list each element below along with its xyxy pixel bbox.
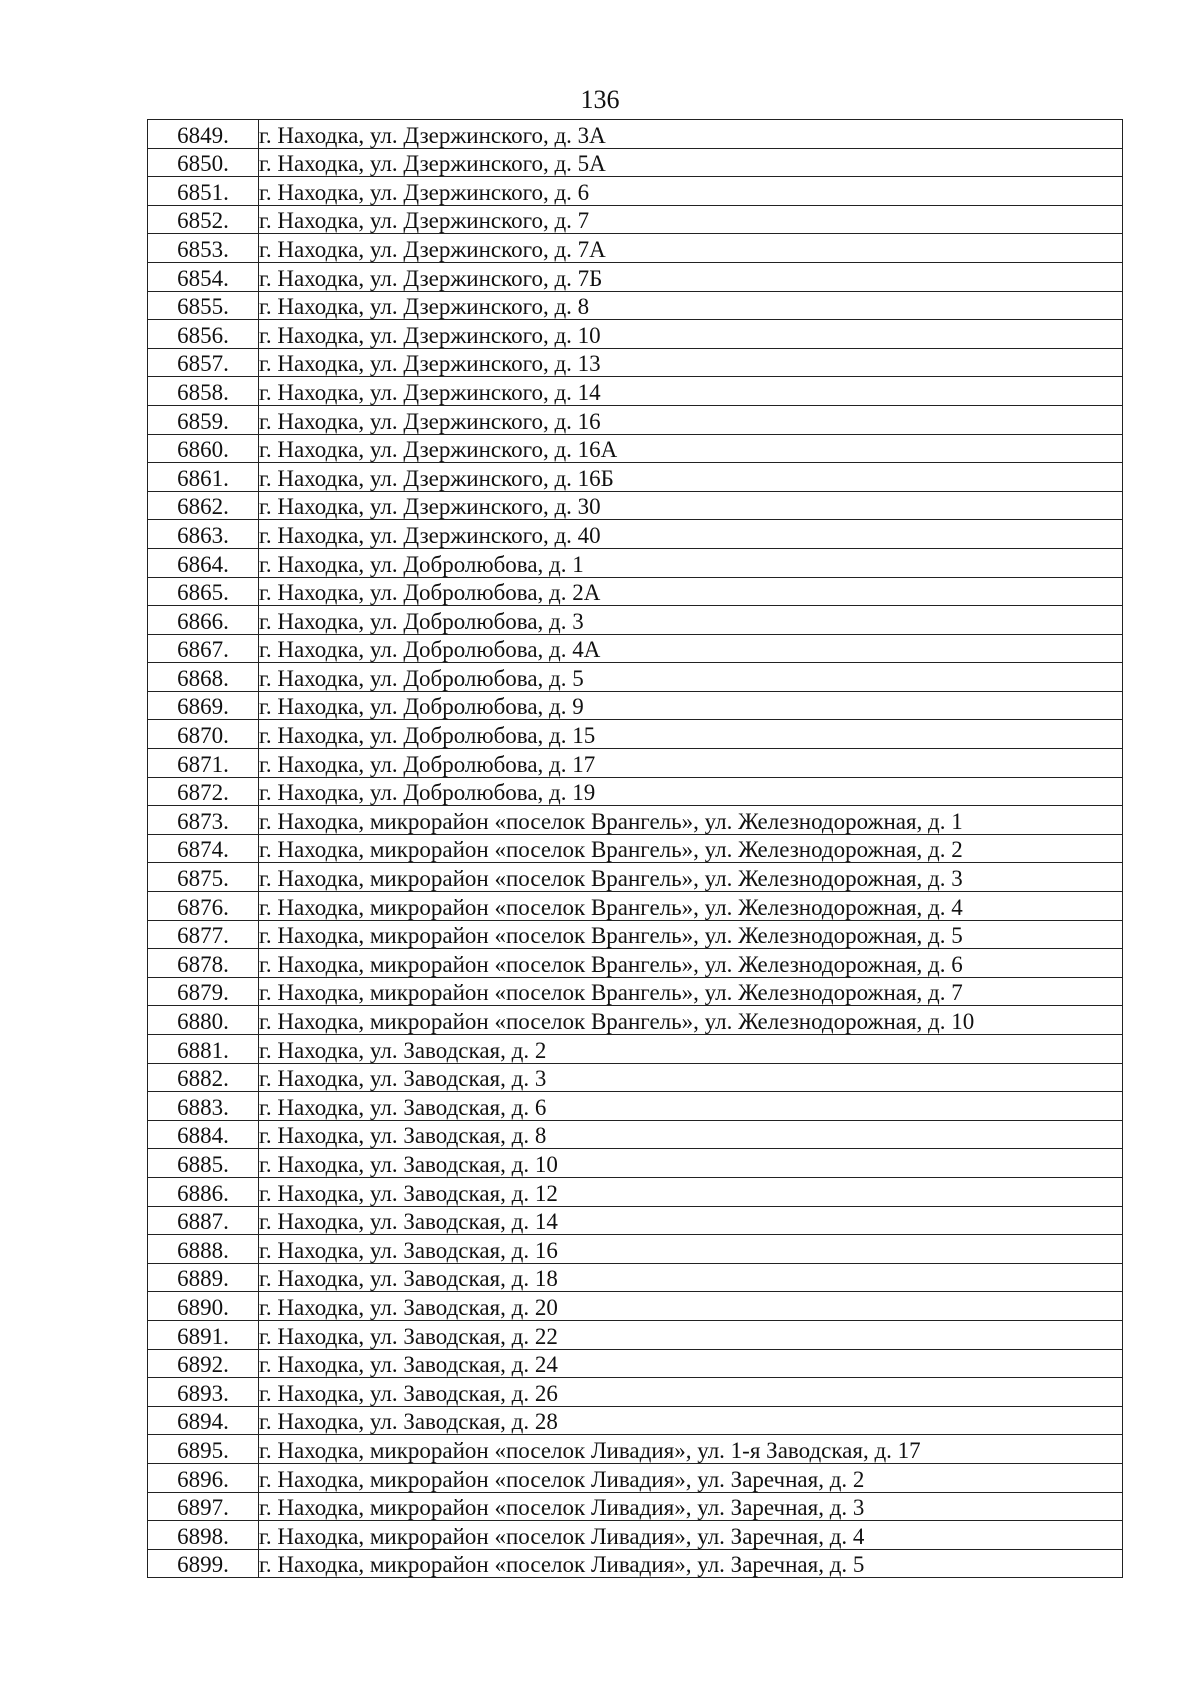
row-address: г. Находка, ул. Добролюбова, д. 5 (259, 663, 1123, 692)
row-number: 6851. (148, 177, 259, 206)
table-row (148, 1320, 1123, 1349)
row-number: 6855. (148, 291, 259, 320)
row-address: г. Находка, ул. Дзержинского, д. 7А (259, 234, 1123, 263)
table-row (148, 606, 1123, 635)
row-address: г. Находка, ул. Добролюбова, д. 15 (259, 720, 1123, 749)
row-address: г. Находка, микрорайон «поселок Ливадия», ул. Заречная, д. 4 (259, 1521, 1123, 1550)
table-row (148, 663, 1123, 692)
row-number: 6876. (148, 892, 259, 921)
row-address: г. Находка, ул. Заводская, д. 8 (259, 1120, 1123, 1149)
row-number: 6884. (148, 1120, 259, 1149)
row-address: г. Находка, ул. Заводская, д. 22 (259, 1320, 1123, 1349)
row-address: г. Находка, ул. Заводская, д. 24 (259, 1349, 1123, 1378)
table-row (148, 834, 1123, 863)
table-row (148, 892, 1123, 921)
table-row (148, 205, 1123, 234)
row-number: 6860. (148, 434, 259, 463)
table-row (148, 234, 1123, 263)
table-row (148, 777, 1123, 806)
row-address: г. Находка, ул. Заводская, д. 16 (259, 1235, 1123, 1264)
table-row (148, 1063, 1123, 1092)
row-number: 6892. (148, 1349, 259, 1378)
table-row (148, 949, 1123, 978)
table-row (148, 1463, 1123, 1492)
table-row (148, 1492, 1123, 1521)
table-row (148, 634, 1123, 663)
row-number: 6895. (148, 1435, 259, 1464)
row-address: г. Находка, ул. Заводская, д. 2 (259, 1035, 1123, 1064)
table-row (148, 1235, 1123, 1264)
row-number: 6894. (148, 1406, 259, 1435)
row-number: 6862. (148, 491, 259, 520)
row-number: 6858. (148, 377, 259, 406)
row-address: г. Находка, микрорайон «поселок Ливадия», ул. Заречная, д. 3 (259, 1492, 1123, 1521)
table-row (148, 1177, 1123, 1206)
row-number: 6877. (148, 920, 259, 949)
row-number: 6882. (148, 1063, 259, 1092)
row-number: 6885. (148, 1149, 259, 1178)
row-number: 6890. (148, 1292, 259, 1321)
row-number: 6883. (148, 1092, 259, 1121)
row-number: 6893. (148, 1378, 259, 1407)
row-number: 6863. (148, 520, 259, 549)
row-number: 6861. (148, 463, 259, 492)
table-row (148, 1349, 1123, 1378)
row-address: г. Находка, ул. Дзержинского, д. 13 (259, 348, 1123, 377)
row-number: 6856. (148, 320, 259, 349)
row-address: г. Находка, ул. Дзержинского, д. 3А (259, 120, 1123, 149)
row-address: г. Находка, ул. Добролюбова, д. 3 (259, 606, 1123, 635)
row-address: г. Находка, ул. Заводская, д. 26 (259, 1378, 1123, 1407)
row-number: 6865. (148, 577, 259, 606)
row-address: г. Находка, ул. Дзержинского, д. 6 (259, 177, 1123, 206)
table-row (148, 920, 1123, 949)
row-number: 6881. (148, 1035, 259, 1064)
table-row (148, 691, 1123, 720)
row-number: 6869. (148, 691, 259, 720)
table-row (148, 1120, 1123, 1149)
row-number: 6864. (148, 548, 259, 577)
row-number: 6859. (148, 405, 259, 434)
row-number: 6853. (148, 234, 259, 263)
row-address: г. Находка, микрорайон «поселок Врангель», ул. Железнодорожная, д. 7 (259, 977, 1123, 1006)
row-number: 6854. (148, 262, 259, 291)
row-number: 6896. (148, 1463, 259, 1492)
table-row (148, 1406, 1123, 1435)
row-number: 6852. (148, 205, 259, 234)
row-address: г. Находка, ул. Добролюбова, д. 1 (259, 548, 1123, 577)
row-address: г. Находка, ул. Дзержинского, д. 30 (259, 491, 1123, 520)
row-address: г. Находка, ул. Дзержинского, д. 8 (259, 291, 1123, 320)
row-address: г. Находка, ул. Заводская, д. 18 (259, 1263, 1123, 1292)
table-row (148, 434, 1123, 463)
row-number: 6870. (148, 720, 259, 749)
row-number: 6878. (148, 949, 259, 978)
row-address: г. Находка, ул. Дзержинского, д. 5А (259, 148, 1123, 177)
row-address: г. Находка, ул. Заводская, д. 6 (259, 1092, 1123, 1121)
row-address: г. Находка, ул. Заводская, д. 28 (259, 1406, 1123, 1435)
row-address: г. Находка, ул. Дзержинского, д. 14 (259, 377, 1123, 406)
row-address: г. Находка, ул. Дзержинского, д. 16А (259, 434, 1123, 463)
table-row (148, 520, 1123, 549)
row-address: г. Находка, микрорайон «поселок Врангель», ул. Железнодорожная, д. 1 (259, 806, 1123, 835)
table-row (148, 1006, 1123, 1035)
table-row (148, 863, 1123, 892)
row-address: г. Находка, микрорайон «поселок Ливадия», ул. Заречная, д. 2 (259, 1463, 1123, 1492)
table-row (148, 1292, 1123, 1321)
table-row (148, 1549, 1123, 1578)
table-row (148, 463, 1123, 492)
table-row (148, 348, 1123, 377)
table-row (148, 577, 1123, 606)
row-number: 6867. (148, 634, 259, 663)
row-address: г. Находка, микрорайон «поселок Ливадия», ул. 1-я Заводская, д. 17 (259, 1435, 1123, 1464)
row-address: г. Находка, микрорайон «поселок Врангель», ул. Железнодорожная, д. 4 (259, 892, 1123, 921)
row-number: 6868. (148, 663, 259, 692)
row-address: г. Находка, ул. Добролюбова, д. 17 (259, 749, 1123, 778)
table-row (148, 148, 1123, 177)
address-table-body (148, 120, 1123, 1578)
table-row (148, 262, 1123, 291)
row-number: 6899. (148, 1549, 259, 1578)
row-number: 6891. (148, 1320, 259, 1349)
row-number: 6849. (148, 120, 259, 149)
row-address: г. Находка, ул. Добролюбова, д. 19 (259, 777, 1123, 806)
table-row (148, 1206, 1123, 1235)
row-address: г. Находка, микрорайон «поселок Врангель», ул. Железнодорожная, д. 10 (259, 1006, 1123, 1035)
row-number: 6866. (148, 606, 259, 635)
table-row (148, 720, 1123, 749)
row-number: 6871. (148, 749, 259, 778)
table-row (148, 548, 1123, 577)
row-number: 6898. (148, 1521, 259, 1550)
row-address: г. Находка, ул. Заводская, д. 12 (259, 1177, 1123, 1206)
row-address: г. Находка, микрорайон «поселок Врангель», ул. Железнодорожная, д. 3 (259, 863, 1123, 892)
table-row (148, 1035, 1123, 1064)
table-row (148, 749, 1123, 778)
row-address: г. Находка, ул. Дзержинского, д. 40 (259, 520, 1123, 549)
row-number: 6875. (148, 863, 259, 892)
row-number: 6880. (148, 1006, 259, 1035)
row-number: 6850. (148, 148, 259, 177)
table-row (148, 120, 1123, 149)
table-row (148, 806, 1123, 835)
row-number: 6897. (148, 1492, 259, 1521)
row-number: 6889. (148, 1263, 259, 1292)
row-address: г. Находка, микрорайон «поселок Врангель», ул. Железнодорожная, д. 6 (259, 949, 1123, 978)
address-table (147, 119, 1123, 1578)
row-number: 6879. (148, 977, 259, 1006)
table-row (148, 405, 1123, 434)
row-address: г. Находка, ул. Заводская, д. 20 (259, 1292, 1123, 1321)
table-row (148, 291, 1123, 320)
table-row (148, 1263, 1123, 1292)
row-number: 6873. (148, 806, 259, 835)
row-address: г. Находка, микрорайон «поселок Врангель», ул. Железнодорожная, д. 2 (259, 834, 1123, 863)
row-address: г. Находка, ул. Заводская, д. 10 (259, 1149, 1123, 1178)
table-row (148, 177, 1123, 206)
row-address: г. Находка, ул. Дзержинского, д. 16 (259, 405, 1123, 434)
row-address: г. Находка, ул. Дзержинского, д. 7 (259, 205, 1123, 234)
row-number: 6886. (148, 1177, 259, 1206)
row-number: 6874. (148, 834, 259, 863)
table-row (148, 1092, 1123, 1121)
table-row (148, 491, 1123, 520)
page-number: 136 (580, 85, 620, 114)
table-row (148, 977, 1123, 1006)
row-address: г. Находка, микрорайон «поселок Ливадия», ул. Заречная, д. 5 (259, 1549, 1123, 1578)
table-row (148, 320, 1123, 349)
row-address: г. Находка, ул. Добролюбова, д. 2А (259, 577, 1123, 606)
table-row (148, 1435, 1123, 1464)
table-row (148, 1149, 1123, 1178)
table-row (148, 377, 1123, 406)
table-row (148, 1521, 1123, 1550)
row-address: г. Находка, ул. Добролюбова, д. 9 (259, 691, 1123, 720)
row-number: 6888. (148, 1235, 259, 1264)
row-address: г. Находка, ул. Дзержинского, д. 7Б (259, 262, 1123, 291)
row-address: г. Находка, ул. Добролюбова, д. 4А (259, 634, 1123, 663)
row-address: г. Находка, ул. Дзержинского, д. 10 (259, 320, 1123, 349)
row-address: г. Находка, микрорайон «поселок Врангель», ул. Железнодорожная, д. 5 (259, 920, 1123, 949)
row-number: 6887. (148, 1206, 259, 1235)
row-number: 6872. (148, 777, 259, 806)
row-number: 6857. (148, 348, 259, 377)
row-address: г. Находка, ул. Заводская, д. 14 (259, 1206, 1123, 1235)
table-row (148, 1378, 1123, 1407)
row-address: г. Находка, ул. Дзержинского, д. 16Б (259, 463, 1123, 492)
row-address: г. Находка, ул. Заводская, д. 3 (259, 1063, 1123, 1092)
